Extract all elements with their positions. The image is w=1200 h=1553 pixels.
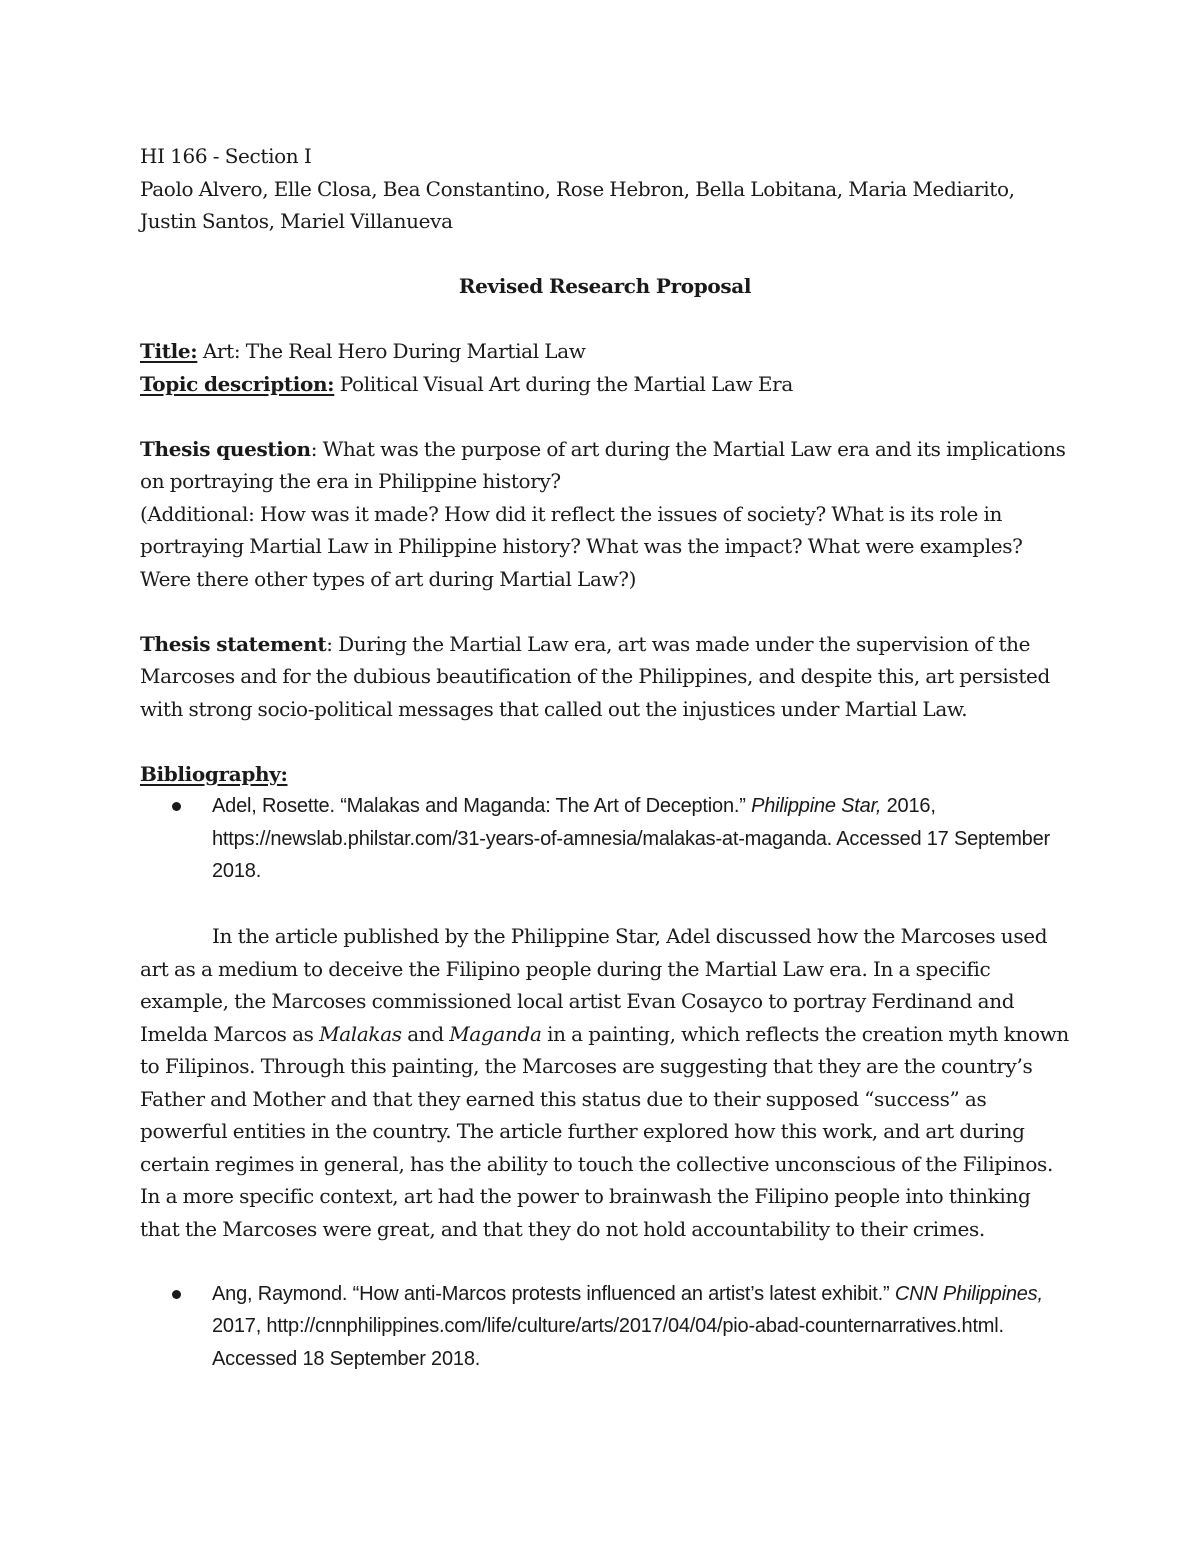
topic-label: Topic description: [140,371,335,396]
thesis-question-text: : What was the purpose of art during the Martial Law era and its implications on portraying the era in Philippine history? [140,436,1066,493]
bibliography-heading: Bibliography: [140,761,288,786]
bibliography-list [140,790,1070,888]
topic-field [140,368,1070,401]
entry-title: “How anti-Marcos protests influenced an artist’s latest exhibit.” [352,1282,895,1305]
annotation-italic: Maganda [449,1021,542,1046]
spacer [140,888,1070,921]
title-value: Art: The Real Hero During Martial Law [197,339,586,363]
entry-source: CNN Philippines, [894,1282,1043,1305]
authors-line-2: Justin Santos, Mariel Villanueva [140,209,453,233]
thesis-statement-label: Thesis statement [140,631,327,656]
entry-details: 2017, http://cnnphilippines.com/life/culture/arts/2017/04/04/pio-abad-counternarratives.html. Accessed 18 September 2018. [212,1315,1004,1370]
bullet-icon [172,1290,181,1299]
spacer [140,238,1070,271]
spacer [140,725,1070,758]
title-field [140,335,1070,368]
spacer [140,400,1070,433]
thesis-statement-text: : During the Martial Law era, art was made under the supervision of the Marcoses and for the dubious beautification of the Philippines, and despite this, art persisted with strong socio-political messages that called out the injustices under Martial Law. [140,631,1050,721]
bibliography-entry [140,790,1070,888]
spacer [140,303,1070,336]
bullet-icon [172,802,181,811]
topic-value: Political Visual Art during the Martial Law Era [334,371,793,396]
entry-details: 2016, https://newslab.philstar.com/31-years-of-amnesia/malakas-at-maganda. Accessed 17 September 2018. [212,795,1050,882]
entry-title: “Malakas and Maganda: The Art of Deception.” [340,795,752,817]
entry-author: Adel, Rosette. [212,795,341,817]
document-page [140,140,1070,1375]
bibliography-entry [140,1278,1070,1376]
bibliography-list [140,1278,1070,1376]
annotation-text: in a painting, which reflects the creation myth known to Filipinos. Through this painting, the Marcoses are suggesting that they are the country’s Father and Mother and that they earned this status due to their supposed “success” as powerful entities in the country. The article further explored how this work, and art during certain regimes in general, has the ability to touch the collective unconscious of the Filipinos. In a more specific context, art had the power to brainwash the Filipino people into thinking that the Marcoses were great, and that they do not hold accountability to their crimes. [140,1021,1069,1241]
thesis-question-additional: (Additional: How was it made? How did it reflect the issues of society? What is its role in portraying Martial Law in Philippine history? What was the impact? What were examples? Were there other types of art during Martial Law?) [140,501,1023,591]
thesis-question-label: Thesis question [140,436,311,461]
annotation-text: In the article published by the Philippine Star, Adel discussed how the Marcoses used art as a medium to deceive the Filipino people during the Martial Law era. In a specific example, the Marcoses commissioned local artist Evan Cosayco to portray Ferdinand and Imelda Marcos as [140,924,1048,1046]
title-label: Title: [140,339,198,363]
thesis-statement [140,628,1070,726]
annotation-italic: Malakas [319,1021,402,1046]
thesis-question [140,433,1070,498]
course-section: HI 166 - Section I [140,144,312,168]
document-title: Revised Research Proposal [458,274,752,298]
spacer [140,595,1070,628]
entry-source: Philippine Star, [751,795,882,817]
annotation-paragraph [140,920,1070,1245]
annotation-text: and [401,1021,450,1046]
authors-line-1: Paolo Alvero, Elle Closa, Bea Constantino, Rose Hebron, Bella Lobitana, Maria Mediarito, [140,176,1015,201]
entry-author: Ang, Raymond. [212,1282,353,1305]
spacer [140,1245,1070,1278]
